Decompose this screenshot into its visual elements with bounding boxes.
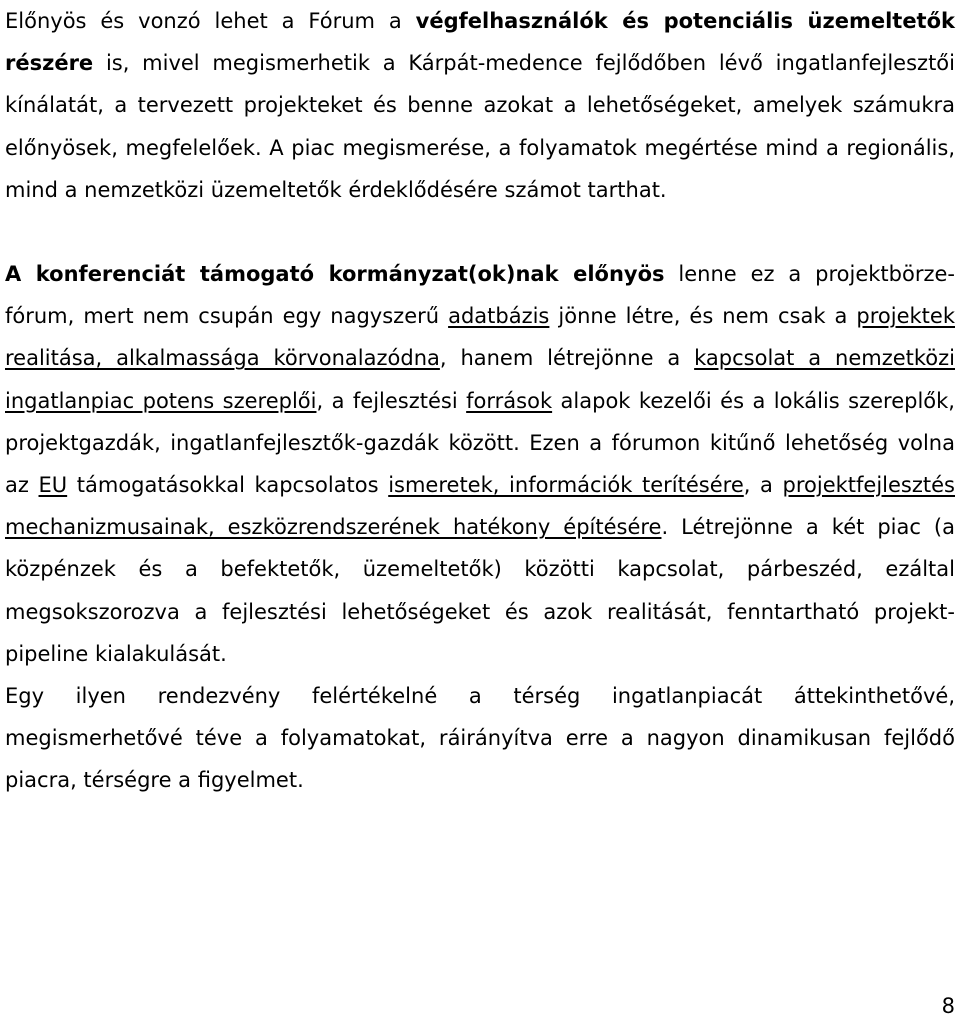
bold-phrase-governments: A konferenciát támogató kormányzat(ok)nak előnyös — [5, 262, 665, 287]
text-run: támogatásokkal kapcsolatos — [67, 473, 389, 498]
underlined-project-development: projektfejlesztés mechanizmusainak, eszközrendszerének hatékony építésére — [5, 473, 955, 540]
paragraph-end-users — [5, 0, 955, 211]
paragraph-event — [5, 675, 955, 802]
document-page — [5, 0, 955, 802]
underlined-knowledge: ismeretek, információk terítésére — [388, 473, 744, 498]
underlined-sources: források — [466, 388, 553, 413]
text-run: Előnyös és vonzó lehet a Fórum a — [5, 9, 416, 33]
underlined-eu: EU — [38, 473, 68, 498]
text-run: . Létrejönne a két piac (a közpénzek és a befektetők, üzemeltetők) közötti kapcsolat, párbeszéd, ezáltal megsokszorozva a fejlesztési lehetőségeket és azok realitását, fenntartható projekt-pipeline kialakulását. — [5, 515, 955, 666]
text-run: , hanem létrejönne a — [439, 346, 695, 371]
text-run: , a fejlesztési — [316, 388, 467, 413]
paragraph-governments — [5, 253, 955, 675]
underlined-database: adatbázis — [448, 304, 550, 329]
page-number: 8 — [941, 994, 955, 1018]
text-run: lenne ez a projektbörze-fórum, mert nem csupán egy nagyszerű — [5, 262, 955, 329]
text-run: is, mivel megismerhetik a Kárpát-medence fejlődőben lévő ingatlanfejlesztői kínálatát, a tervezett projekteket és benne azokat a lehetőségeket, amelyek számukra előnyösek, megfelelőek. A piac megismerése, a folyamatok megértése mind a regionális, mind a nemzetközi üzemeltetők érdeklődésére számot tarthat. — [5, 51, 955, 202]
underlined-connection: kapcsolat a nemzetközi ingatlanpiac potens szereplői — [5, 346, 955, 413]
text-run: alapok kezelői és a lokális szereplők, projektgazdák, ingatlanfejlesztők-gazdák között. Ezen a fórumon kitűnő lehetőség volna az — [5, 388, 955, 498]
text-run: jönne létre, és nem csak a — [549, 304, 857, 329]
text-run: Egy ilyen rendezvény felértékelné a térség ingatlanpiacát áttekinthetővé, megismerhetővé téve a folyamatokat, ráirányítva erre a nagyon dinamikusan fejlődő piacra, térségre a figyelmet. — [5, 684, 955, 793]
bold-phrase-end-users: végfelhasználók és potenciális üzemeltetők részére — [5, 9, 955, 76]
text-run: , a — [743, 473, 783, 498]
underlined-project-reality: projektek realitása, alkalmassága körvonalazódna — [5, 304, 955, 371]
